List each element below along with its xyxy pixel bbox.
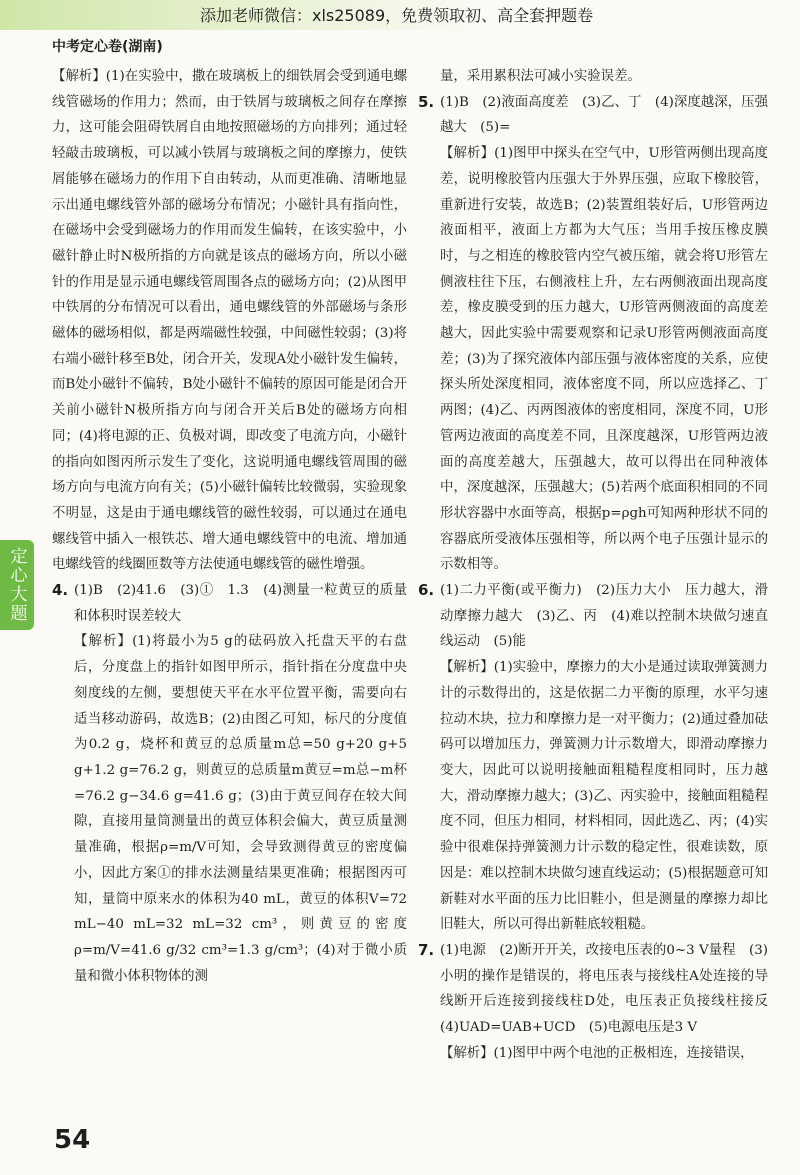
q7-number: 7. bbox=[418, 940, 435, 959]
q5-number: 5. bbox=[418, 92, 435, 111]
q4-answer: (1)B (2)41.6 (3)① 1.3 (4)测量一粒黄豆的质量和体积时误差较大 bbox=[74, 583, 407, 624]
book-title: 中考定心卷(湖南) bbox=[52, 39, 163, 55]
q7-answer-block bbox=[418, 938, 782, 1041]
q7-explanation: 【解析】(1)图甲中两个电池的正极相连，连接错误， bbox=[440, 1045, 754, 1061]
q4-answer-block bbox=[52, 578, 407, 629]
q3-explanation: 【解析】(1)在实验中，撒在玻璃板上的细铁屑会受到通电螺线管磁场的作用力；然而，由于铁屑与玻璃板之间存在摩擦力，这可能会阻碍铁屑自由地按照磁场的方向排列；通过轻轻敲击玻璃板，可以减小铁屑与玻璃板之间的摩擦力，使铁屑能够在磁场力的作用下自由转动，从而更准确、清晰地显示出通电螺线管外部的磁场分布情况；小磁针具有指向性，在磁场中会受到磁场力的作用而发生偏转，在该实验中，小磁针静止时N极所指的方向就是该点的磁场方向，所以小磁针的作用是显示通电螺线管周围各点的磁场方向；(2)从图甲中铁屑的分布情况可以看出，通电螺线管的外部磁场与条形磁体的磁场相似，都是两端磁性较强，中间磁性较弱；(3)将右端小磁针移至B处，闭合开关，发现A处小磁针发生偏转，而B处小磁针不偏转，B处小磁针不偏转的原因可能是闭合开关前小磁针N极所指方向与闭合开关后B处的磁场方向相同；(4)将电源的正、负极对调，即改变了电流方向，小磁针的指向如图丙所示发生了变化，这说明通电螺线管周围的磁场方向与电流方向有关；(5)小磁针偏转比较微弱，实验现象不明显，这是由于通电螺线管的磁性较弱，可以通过在通电螺线管中插入一根铁芯、增大通电螺线管中的电流、增加通电螺线管的线圈匝数等方法使通电螺线管的磁性增强。 bbox=[52, 69, 407, 573]
q6-number: 6. bbox=[418, 581, 435, 600]
q6-answer: (1)二力平衡(或平衡力) (2)压力大小 压力越大，滑动摩擦力越大 (3)乙、丙 (4)难以控制木块做匀速直线运动 (5)能 bbox=[440, 583, 768, 650]
page-number: 54 bbox=[54, 1125, 91, 1155]
q5-explanation: 【解析】(1)图甲中探头在空气中，U形管两侧出现高度差，说明橡胶管内压强大于外界压强，应取下橡胶管，重新进行安装，故选B；(2)装置组装好后，U形管两边液面相平，液面上方都为大气压；当用手按压橡皮膜时，与之相连的橡胶管内空气被压缩，就会将U形管左侧液柱往下压，右侧液柱上升，左右两侧液面出现高度差，橡皮膜受到的压力越大，U形管两侧液面的高度差越大，因此实验中需要观察和记录U形管两侧液面高度差；(3)为了探究液体内部压强与液体密度的关系，应使探头所处深度相同，液体密度不同，所以应选择乙、丁两图；(4)乙、丙两图液体的密度相同，深度不同，U形管两边液面的高度差不同，且深度越深，U形管两边液面的高度差越大，压强越大，故可以得出在同种液体中，深度越深，压强越大；(5)若两个底面积相同的不同形状容器中水面等高，根据p=ρgh可知两种形状不同的容器底所受液体压强相等，所以两个电子压强计显示的示数相等。 bbox=[440, 146, 768, 573]
q5-answer-block bbox=[418, 90, 768, 141]
q4-continuation: 量，采用累积法可减小实验误差。 bbox=[440, 69, 641, 84]
left-column bbox=[52, 64, 407, 989]
q6-explanation: 【解析】(1)实验中，摩擦力的大小是通过读取弹簧测力计的示数得出的，这是依据二力平衡的原理，水平匀速拉动木块，拉力和摩擦力是一对平衡力；(2)通过叠加砝码可以增加压力，弹簧测力计示数增大，即滑动摩擦力变大，因此可以说明接触面粗糙程度相同时，压力越大，滑动摩擦力越大；(3)乙、丙实验中，接触面粗糙程度不同，但压力相同，材料相同，因此选乙、丙；(4)实验中很难保持弹簧测力计示数的稳定性，很难读数，原因是：难以控制木块做匀速直线运动；(5)根据题意可知新鞋对水平面的压力比旧鞋小，但是测量的摩擦力却比旧鞋大，所以可得出新鞋底较粗糙。 bbox=[440, 660, 768, 933]
promo-banner: 添加老师微信：xls25089，免费领取初、高全套押题卷 bbox=[200, 6, 594, 25]
q5-answer: (1)B (2)液面高度差 (3)乙、丁 (4)深度越深，压强越大 (5)= bbox=[440, 94, 768, 136]
q4-number: 4. bbox=[52, 581, 69, 600]
q4-explanation: 【解析】(1)将最小为5 g的砝码放入托盘天平的右盘后，分度盘上的指针如图甲所示，指针指在分度盘中央刻度线的左侧，要想使天平在水平位置平衡，需要向右适当移动游码，故选B；(2)由图乙可知，标尺的分度值为0.2 g，烧杯和黄豆的总质量m总=50 g+20 g+5 g+1.2 g=76.2 g，则黄豆的总质量m黄豆=m总−m杯=76.2 g−34.6 g=41.6 g；(3)由于黄豆间存在较大间隙，直接用量筒测量出的黄豆体积会偏大，黄豆质量测量准确，根据ρ=m/V可知，会导致测得黄豆的密度偏小，因此方案①的排水法测量结果更准确；根据图丙可知，量筒中原来水的体积为40 mL，黄豆的体积V=72 mL−40 mL=32 mL=32 cm³，则黄豆的密度ρ=m/V=41.6 g/32 cm³=1.3 g/cm³；(4)对于微小质量和微小体积物体的测 bbox=[74, 634, 407, 984]
right-column bbox=[418, 64, 782, 1066]
q6-answer-block bbox=[418, 578, 768, 655]
side-section-tab: 定心大题 bbox=[0, 540, 34, 630]
q7-answer: (1)电源 (2)断开开关，改接电压表的0~3 V量程 (3)小明的操作是错误的，将电压表与接线柱A处连接的导线断开后连接到接线柱D处，电压表正负接线柱接反 (4)UAD=UAB+UCD (5)电源电压是3 V bbox=[440, 942, 782, 1036]
